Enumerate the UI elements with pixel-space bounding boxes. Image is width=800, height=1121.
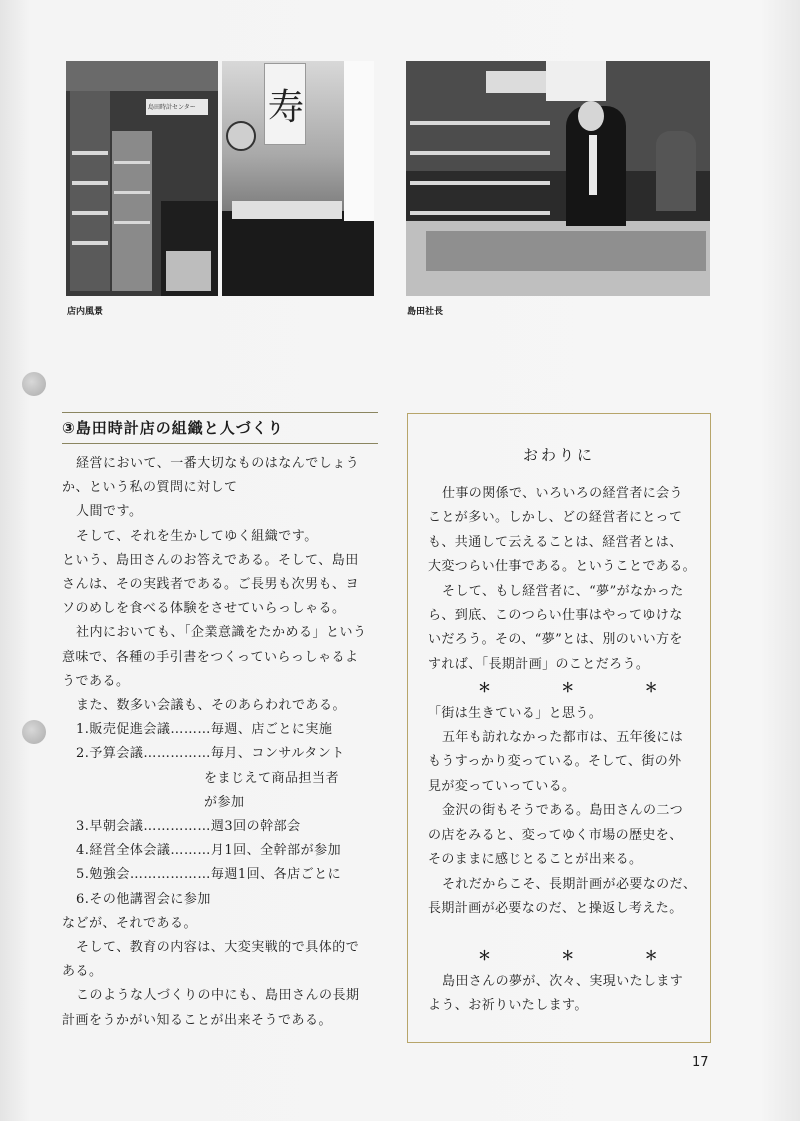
binder-hole — [22, 720, 46, 744]
body-line: 2.予算会議……………毎月、コンサルタント — [76, 746, 345, 762]
closing-line — [428, 945, 698, 969]
closing-line: も、共通して云えることは、経営者とは、 — [428, 534, 683, 550]
closing-line: もうすっかり変っている。そして、街の外 — [428, 754, 682, 770]
closing-line: 見が変っていっている。 — [428, 778, 576, 794]
closing-line: 仕事の関係で、いろいろの経営者に会う — [442, 486, 683, 501]
closing-line: 金沢の街もそうである。島田さんの二つ — [442, 803, 684, 819]
section-title: ③島田時計店の組織と人づくり — [62, 412, 378, 444]
closing-line — [428, 921, 698, 945]
closing-box — [407, 413, 711, 1043]
body-line: 4.経営全体会議………月1回、全幹部が参加 — [76, 843, 342, 859]
body-line: うである。 — [62, 673, 130, 689]
closing-line: 五年も訪れなかった都市は、五年後には — [442, 730, 684, 746]
closing-line: ことが多い。しかし、どの経営者にとって — [428, 510, 683, 526]
closing-line: 島田さんの夢が、次々、実現いたします — [442, 973, 684, 989]
body-line: 1.販売促進会議………毎週、店ごとに実施 — [76, 722, 333, 738]
kotobuki-sign-text: 寿 — [268, 87, 305, 128]
body-line: 6.その他講習会に参加 — [76, 891, 211, 907]
closing-body — [428, 482, 698, 1019]
body-line: 社内においても、「企業意識をたかめる」という — [76, 625, 367, 641]
body-line: そして、それを生かしてゆく組織です。 — [76, 528, 318, 544]
binder-hole — [22, 372, 46, 396]
body-line: 計画をうかがい知ることが出来そうである。 — [62, 1012, 333, 1028]
asterisk-separator: ＊ — [478, 681, 492, 697]
closing-line: すれば、「長期計画」のことだろう。 — [428, 656, 650, 672]
body-line: さんは、その実践者である。ご長男も次男も、ヨ — [62, 577, 360, 593]
caption-president: 島田社長 — [407, 307, 444, 317]
closing-line: そして、もし経営者に、“夢”がなかった — [442, 583, 684, 599]
closing-line: それだからこそ、長期計画が必要なのだ、 — [442, 876, 697, 892]
body-line: という、島田さんのお答えである。そして、島田 — [62, 552, 359, 568]
asterisk-separator: ＊ — [561, 681, 575, 697]
closing-line: ら、到底、このつらい仕事はやってゆけな — [428, 608, 683, 624]
section-body — [62, 452, 382, 1033]
store-interior-photo — [66, 61, 218, 296]
closing-line: そのままに感じとることが出来る。 — [428, 852, 643, 868]
body-line: ソのめしを食べる体験をさせていらっしゃる。 — [62, 601, 346, 617]
closing-line: の店をみると、変ってゆく市場の歴史を、 — [428, 827, 683, 843]
closing-line: 大変つらい仕事である。ということである。 — [428, 559, 697, 575]
closing-line: 長期計画が必要なのだ、と操返し考えた。 — [428, 900, 683, 916]
closing-line: よう、お祈りいたします。 — [428, 998, 588, 1014]
body-line: 5.勉強会………………毎週1回、各店ごとに — [76, 867, 342, 883]
closing-line — [428, 677, 698, 701]
closing-line: 「街は生きている」と思う。 — [428, 705, 603, 721]
president-photo — [406, 61, 710, 296]
caption-store-interior: 店内風景 — [67, 307, 104, 317]
body-line: 意味で、各種の手引書をつくっていらっしゃるよ — [62, 649, 359, 665]
closing-title: おわりに — [522, 446, 595, 464]
body-line: そして、教育の内容は、大変実戦的で具体的で — [76, 940, 360, 956]
asterisk-separator: ＊ — [644, 681, 658, 697]
body-line: 人間です。 — [76, 504, 143, 520]
body-line: また、数多い会議も、そのあらわれである。 — [76, 698, 347, 714]
closing-line: いだろう。その、“夢”とは、別のいい方を — [428, 632, 683, 648]
display-photo — [222, 61, 374, 296]
body-line: か、という私の質問に対して — [62, 480, 238, 496]
body-line: 3.早朝会議……………週3回の幹部会 — [76, 819, 301, 835]
body-line: をまじえて商品担当者 — [204, 770, 340, 786]
body-line: このような人づくりの中にも、島田さんの長期 — [76, 988, 360, 1004]
body-line: ある。 — [62, 964, 103, 980]
page-number: 17 — [692, 1055, 709, 1070]
body-line: などが、それである。 — [62, 915, 198, 931]
body-line: が参加 — [204, 794, 245, 810]
body-line: 経営において、一番大切なものはなんでしょう — [76, 456, 360, 471]
store-sign-text: 島田時計センター — [148, 104, 196, 111]
asterisk-separator: ＊ — [644, 949, 658, 965]
asterisk-separator: ＊ — [478, 949, 492, 965]
asterisk-separator: ＊ — [561, 949, 575, 965]
